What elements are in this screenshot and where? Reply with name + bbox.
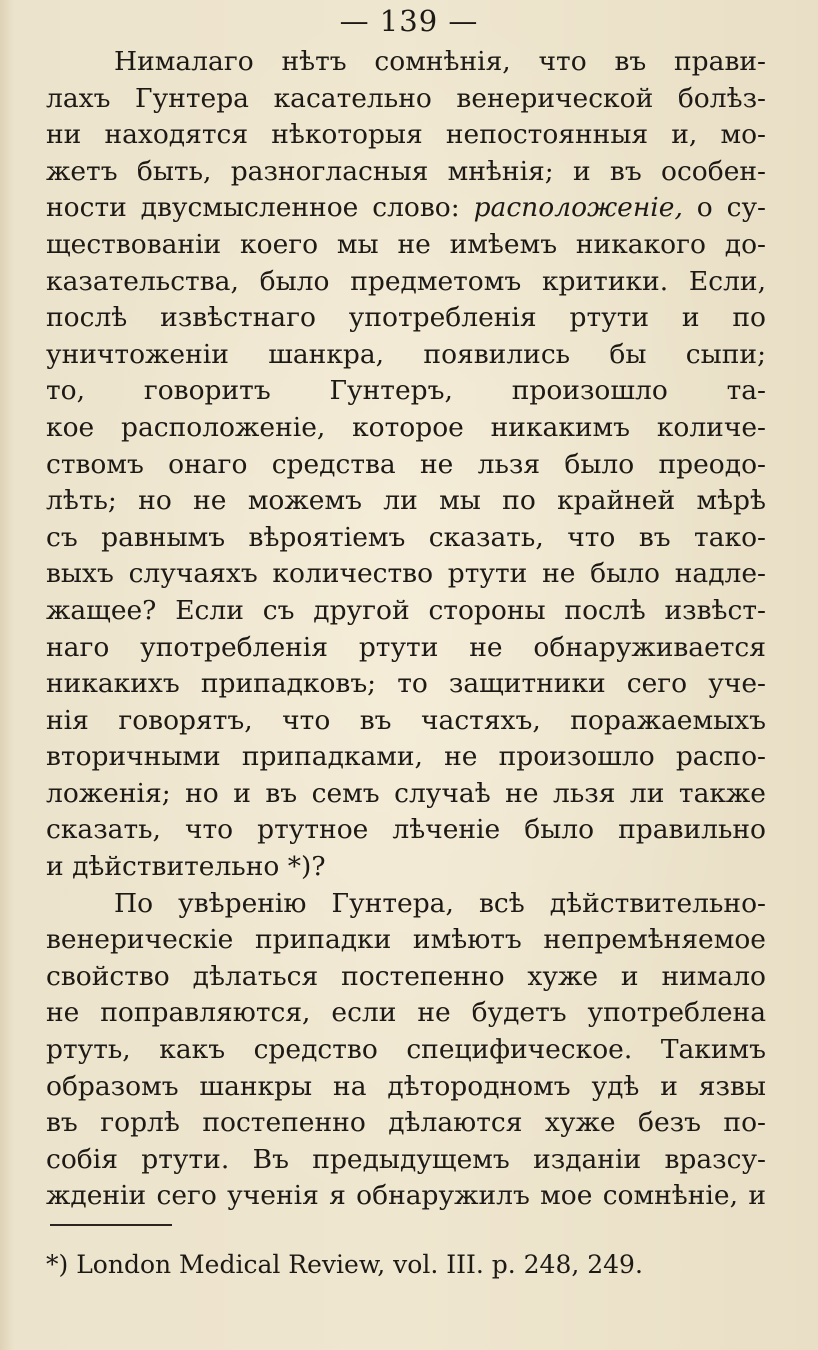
text-line: уничтоженіи шанкра, появились бы сыпи; — [46, 338, 766, 370]
text-line: не поправляются, если не будетъ употреблена — [46, 997, 766, 1029]
text-line: венерическіе припадки имѣютъ непремѣняемое — [46, 924, 766, 956]
text-line: послѣ извѣстнаго употребленія ртути и по — [46, 302, 766, 334]
text-line: выхъ случаяхъ количество ртути не было надле- — [46, 558, 766, 590]
text-line: ртуть, какъ средство специфическое. Такимъ — [46, 1034, 766, 1066]
text-line: вторичными припадками, не произошло распо- — [46, 741, 766, 773]
text-line — [46, 190, 766, 227]
text-line: ществованіи коего мы не имѣемъ никакого до- — [46, 228, 766, 260]
text-line: ложенія; но и въ семъ случаѣ не льзя ли также — [46, 777, 766, 809]
body-text — [46, 44, 766, 1215]
text-line: собія ртути. Въ предыдущемъ изданіи вразсу- — [46, 1143, 766, 1175]
text-line: жащее? Если съ другой стороны послѣ извѣст- — [46, 594, 766, 626]
text-line: и дѣйствительно *)? — [46, 851, 326, 883]
text-line: образомъ шанкры на дѣтородномъ удѣ и язвы — [46, 1070, 766, 1102]
text-line: ствомъ онаго средства не льзя было преодо- — [46, 448, 766, 480]
text-line: свойство дѣлаться постепенно хуже и нимало — [46, 960, 766, 992]
text-line: кое расположеніе, которое никакимъ количе- — [46, 411, 766, 443]
italic-term: расположеніе, — [473, 192, 683, 224]
footnote: *) London Medical Review, vol. III. p. 248, 249. — [46, 1250, 643, 1279]
text-line: жетъ быть, разногласныя мнѣнія; и въ особен- — [46, 155, 766, 187]
text-line: въ горлѣ постепенно дѣлаются хуже безъ по- — [46, 1107, 766, 1139]
text-line: сказать, что ртутное лѣченіе было правильно — [46, 814, 766, 846]
text-line: По увѣренію Гунтера, всѣ дѣйствительно- — [114, 887, 766, 919]
text-line: ни находятся нѣкоторыя непостоянныя и, мо- — [46, 119, 766, 151]
text-segment: о су- — [682, 192, 766, 224]
text-line: Нималаго нѣтъ сомнѣнія, что въ прави- — [114, 46, 766, 77]
text-segment: ности двусмысленное слово: — [46, 192, 474, 224]
text-line: жденіи сего ученія я обнаружилъ мое сомнѣніе, и — [46, 1180, 766, 1212]
text-line: нія говорятъ, что въ частяхъ, поражаемыхъ — [46, 704, 766, 736]
text-line: то, говоритъ Гунтеръ, произошло та- — [46, 375, 766, 407]
text-line: лахъ Гунтера касательно венерической болѣз- — [46, 82, 766, 114]
text-line: никакихъ припадковъ; то защитники сего уче- — [46, 668, 766, 700]
text-line: лѣть; но не можемъ ли мы по крайней мѣрѣ — [46, 485, 766, 517]
text-line: съ равнымъ вѣроятіемъ сказать, что въ тако- — [46, 521, 766, 553]
text-line: наго употребленія ртути не обнаруживается — [46, 631, 766, 663]
page-number: — 139 — — [339, 4, 479, 38]
footnote-divider — [50, 1224, 172, 1226]
text-line: казательства, было предметомъ критики. Если, — [46, 265, 766, 297]
